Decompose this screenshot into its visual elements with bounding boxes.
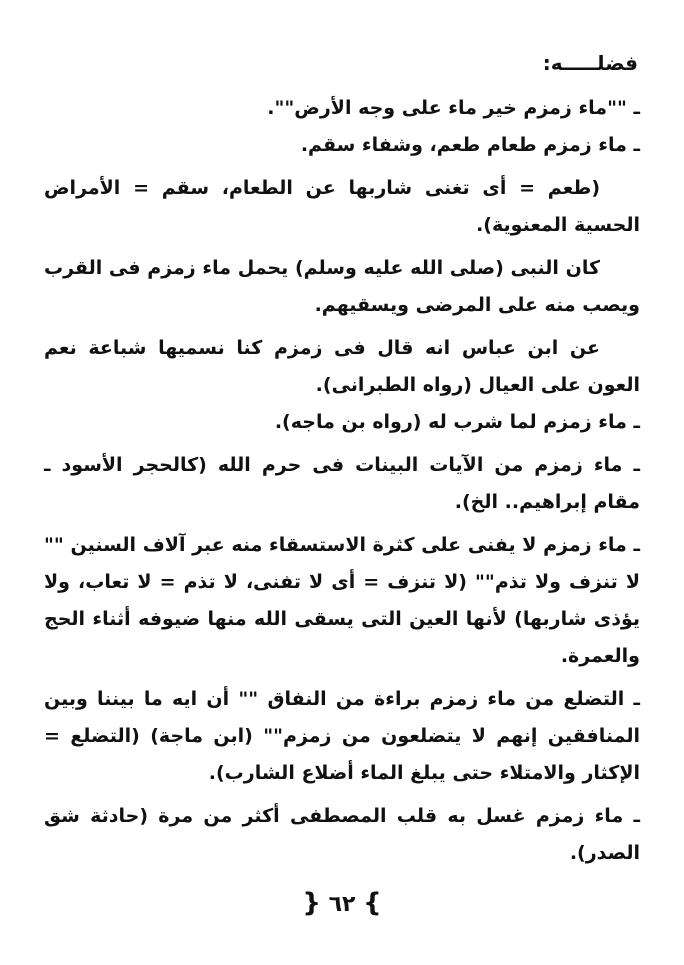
dash-marker: ـ [633,688,640,710]
page-number-value: ٦٢ [328,892,356,917]
brace-close: { [302,888,321,918]
paragraph-6 [44,404,640,441]
paragraph-text: كان النبى (صلى الله عليه وسلم) يحمل ماء زمزم فى القرب ويصب منه على المرضى ويسقيهم. [44,257,640,316]
paragraph-10 [44,798,640,872]
paragraph-text: ماء زمزم غسل به قلب المصطفى أكثر من مرة (حادثة شق الصدر). [44,805,640,864]
paragraph-text: ماء زمزم من الآيات البينات فى حرم الله (كالحجر الأسود ـ مقام إبراهيم.. الخ). [44,454,640,513]
brace-open: } [363,888,382,918]
paragraph-1 [44,90,640,127]
body-text [44,90,640,872]
paragraph-7 [44,447,640,521]
dash-marker: ـ [633,454,640,476]
page-number [0,883,684,925]
paragraph-text: ""ماء زمزم خير ماء على وجه الأرض"". [267,97,627,119]
paragraph-8 [44,527,640,675]
paragraph-2 [44,127,640,164]
paragraph-text: ماء زمزم لا يفنى على كثرة الاستسقاء منه عبر آلاف السنين "" لا تنزف ولا تذم"" (لا تنزف = أى لا تفنى، لا تذم = لا تعاب، ولا يؤذى شاربها) لأنها العين التى يسقى الله منها ضيوفه أثناء الحج والعمرة. [44,534,640,667]
dash-marker: ـ [633,805,640,827]
paragraph-text: (طعم = أى تغنى شاربها عن الطعام، سقم = الأمراض الحسية المعنوية). [44,177,640,236]
dash-marker: ـ [633,534,640,556]
paragraph-text: ماء زمزم لما شرب له (رواه بن ماجه). [274,411,627,433]
paragraph-5 [44,330,640,404]
dash-marker: ـ [633,411,640,433]
paragraph-text: عن ابن عباس انه قال فى زمزم كنا نسميها شباعة نعم العون على العيال (رواه الطبرانى). [44,337,640,396]
section-heading: فضلـــــه: [542,51,638,75]
dash-marker: ـ [633,97,640,119]
paragraph-text: ماء زمزم طعام طعم، وشفاء سقم. [300,134,627,156]
paragraph-text: التضلع من ماء زمزم براءة من النفاق "" أن ايه ما بيننا وبين المنافقين إنهم لا يتضلعون من زمزم"" (ابن ماجة) (التضلع = الإكثار والامتلاء حتى يبلغ الماء أضلاع الشارب). [44,688,640,784]
paragraph-4 [44,250,640,324]
dash-marker: ـ [633,134,640,156]
paragraph-3 [44,170,640,244]
paragraph-9 [44,681,640,792]
